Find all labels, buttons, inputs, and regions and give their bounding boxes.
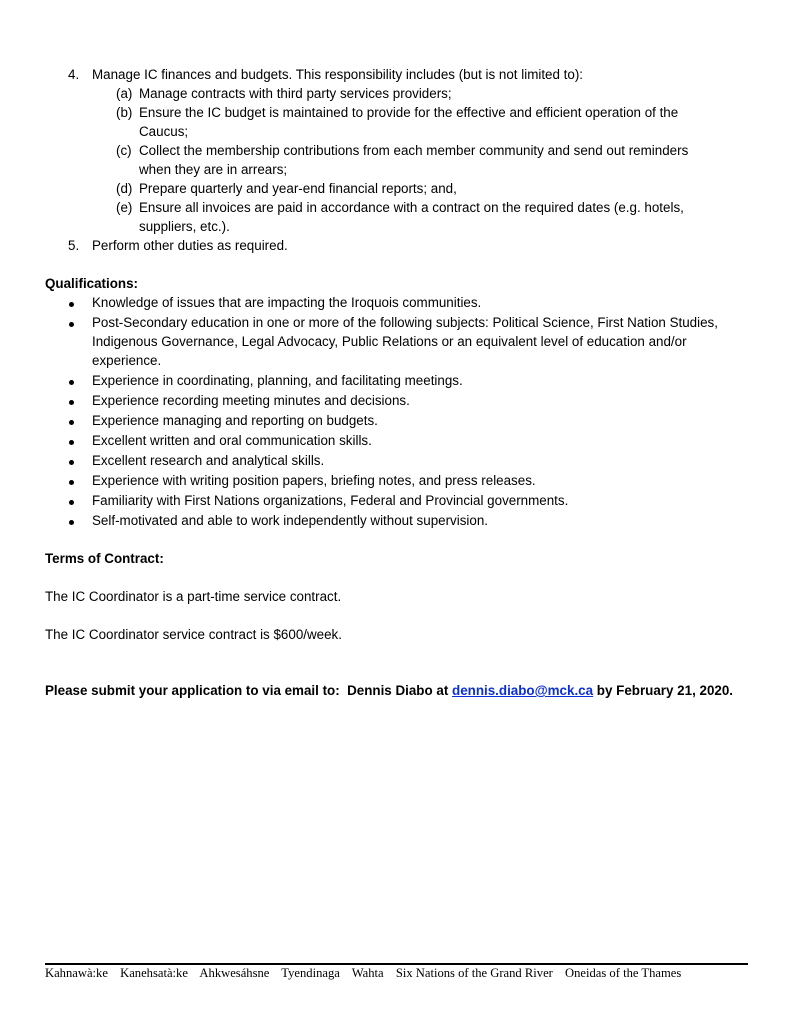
footer-divider: [45, 963, 748, 965]
terms-heading: Terms of Contract:: [45, 551, 164, 566]
sublist-text: Collect the membership contributions from each member community and send out reminders: [139, 143, 689, 158]
footer-communities: [45, 966, 690, 981]
bullet-icon: [69, 480, 74, 485]
bullet-text: Excellent written and oral communication skills.: [92, 433, 372, 448]
sublist-text: suppliers, etc.).: [139, 219, 230, 234]
bullet-icon: [69, 400, 74, 405]
list-item-text: Perform other duties as required.: [92, 238, 288, 253]
bullet-text: Familiarity with First Nations organizations, Federal and Provincial governments.: [92, 493, 569, 508]
footer-community: Six Nations of the Grand River: [395, 966, 553, 980]
sublist-letter: (a): [116, 86, 133, 101]
bullet-text: experience.: [92, 353, 162, 368]
terms-paragraph: The IC Coordinator service contract is $600/week.: [45, 627, 342, 642]
list-number: 5.: [68, 238, 80, 253]
sublist-text: Ensure the IC budget is maintained to provide for the effective and efficient operation of the: [139, 105, 679, 120]
bullet-icon: [69, 440, 74, 445]
bullet-icon: [69, 460, 74, 465]
footer-community: Wahta: [351, 966, 384, 980]
footer-community: Oneidas of the Thames: [565, 966, 682, 980]
bullet-text: Excellent research and analytical skills.: [92, 453, 325, 468]
bullet-text: Experience with writing position papers, briefing notes, and press releases.: [92, 473, 536, 488]
bullet-icon: [69, 520, 74, 525]
bullet-icon: [69, 420, 74, 425]
bullet-text: Self-motivated and able to work independently without supervision.: [92, 513, 488, 528]
footer-community: Ahkwesáhsne: [199, 966, 270, 980]
bullet-text: Indigenous Governance, Legal Advocacy, Public Relations or an equivalent level of education and/or: [92, 334, 687, 349]
list-item-text: Manage IC finances and budgets. This responsibility includes (but is not limited to):: [92, 67, 584, 82]
sublist-text: when they are in arrears;: [139, 162, 288, 177]
sublist-letter: (d): [116, 181, 133, 196]
bullet-icon: [69, 322, 74, 327]
bullet-text: Knowledge of issues that are impacting the Iroquois communities.: [92, 295, 482, 310]
submit-instructions: [45, 683, 733, 698]
sublist-text: Prepare quarterly and year-end financial reports; and,: [139, 181, 457, 196]
terms-paragraph: The IC Coordinator is a part-time service contract.: [45, 589, 342, 604]
sublist-letter: (e): [116, 200, 133, 215]
sublist-text: Caucus;: [139, 124, 189, 139]
bullet-icon: [69, 500, 74, 505]
qualifications-heading: Qualifications:: [45, 276, 139, 291]
bullet-text: Experience managing and reporting on budgets.: [92, 413, 378, 428]
email-link[interactable]: dennis.diabo@mck.ca: [452, 683, 594, 698]
bullet-icon: [69, 302, 74, 307]
sublist-text: Manage contracts with third party services providers;: [139, 86, 452, 101]
bullet-text: Experience in coordinating, planning, and facilitating meetings.: [92, 373, 463, 388]
bullet-text: Experience recording meeting minutes and decisions.: [92, 393, 410, 408]
footer-community: Tyendinaga: [281, 966, 340, 980]
submit-prefix: Please submit your application to via email to: Dennis Diabo at: [45, 683, 453, 698]
bullet-icon: [69, 380, 74, 385]
bullet-text: Post-Secondary education in one or more of the following subjects: Political Science, First Nation Studies,: [92, 315, 718, 330]
sublist-letter: (c): [116, 143, 132, 158]
sublist-text: Ensure all invoices are paid in accordance with a contract on the required dates (e.g. hotels,: [139, 200, 684, 215]
sublist-letter: (b): [116, 105, 133, 120]
footer-community: Kanehsatà:ke: [120, 966, 188, 980]
submit-suffix: by February 21, 2020.: [593, 683, 734, 698]
footer-community: Kahnawà:ke: [45, 966, 108, 980]
list-number: 4.: [68, 67, 80, 82]
